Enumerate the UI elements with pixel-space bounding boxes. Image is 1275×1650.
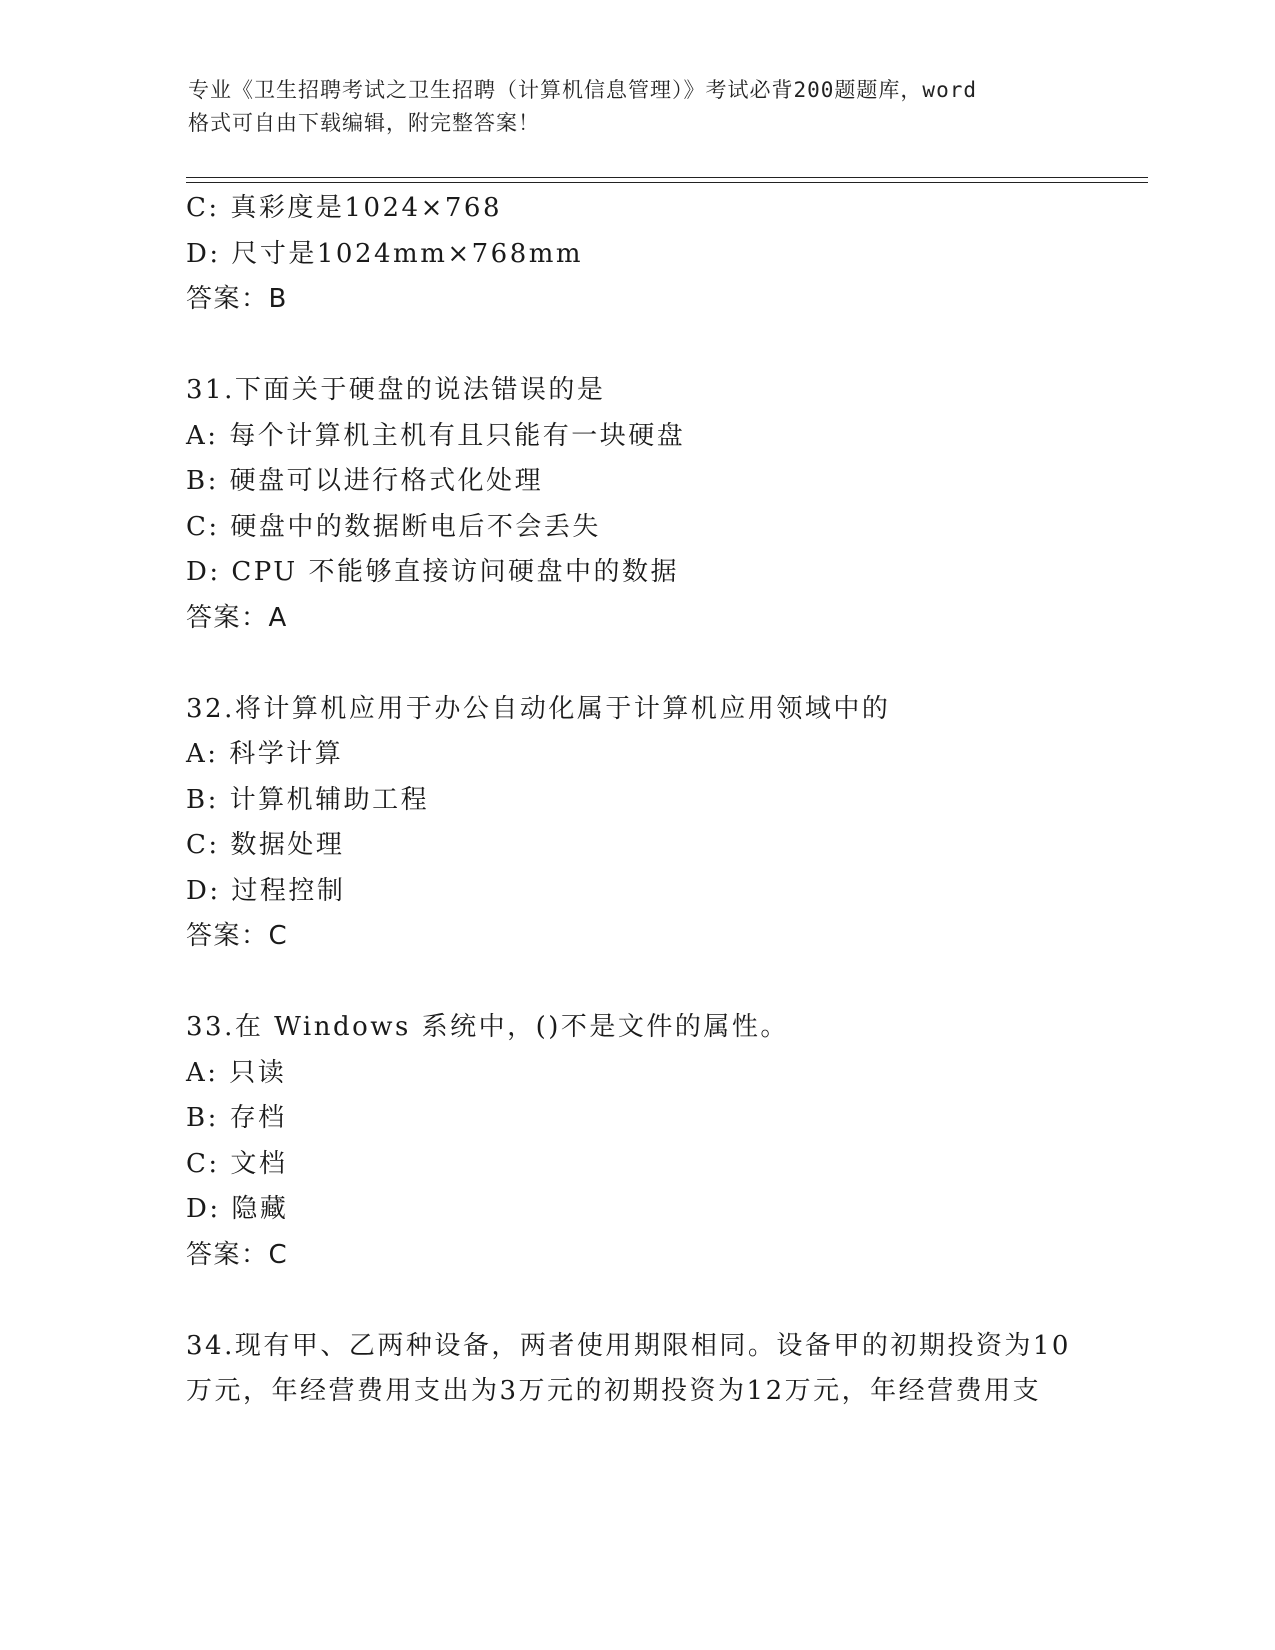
option-a: A: 科学计算 (186, 739, 344, 769)
header-divider (186, 177, 1148, 178)
header-line: 专业《卫生招聘考试之卫生招聘（计算机信息管理）》考试必背200题题库，word (188, 78, 977, 102)
option-d: D: CPU 不能够直接访问硬盘中的数据 (186, 557, 679, 587)
question-list (186, 186, 1086, 1415)
question-stem: 31.下面关于硬盘的说法错误的是 (186, 375, 606, 405)
answer: 答案：C (186, 921, 289, 951)
option-d: D: 过程控制 (186, 875, 346, 906)
option-b: B: 硬盘可以进行格式化处理 (186, 466, 544, 496)
option-a: A: 只读 (186, 1057, 287, 1088)
question-block (186, 687, 1086, 960)
option-d: D: 隐藏 (186, 1194, 289, 1224)
option-b: B: 计算机辅助工程 (186, 784, 430, 815)
header-divider (186, 182, 1148, 183)
document-header (188, 74, 1088, 140)
option-c: C: 文档 (186, 1148, 288, 1179)
option-c: C: 硬盘中的数据断电后不会丢失 (186, 511, 601, 542)
answer: 答案：C (186, 1239, 289, 1270)
question-stem: 34.现有甲、乙两种设备，两者使用期限相同。设备甲的初期投资为10 (186, 1330, 1071, 1361)
option-c: C: 数据处理 (186, 830, 345, 860)
question-stem: 万元，年经营费用支出为3万元的初期投资为12万元，年经营费用支 (186, 1376, 1042, 1406)
answer: 答案：A (186, 602, 288, 633)
question-block (186, 1324, 1086, 1415)
option-a: A: 每个计算机主机有且只能有一块硬盘 (186, 420, 686, 451)
option-d: D: 尺寸是1024mm×768mm (186, 238, 584, 269)
question-block (186, 1005, 1086, 1278)
question-stem: 32.将计算机应用于办公自动化属于计算机应用领域中的 (186, 693, 891, 724)
answer: 答案：B (186, 284, 288, 314)
option-c: C: 真彩度是1024×768 (186, 193, 502, 223)
question-stem: 33.在 Windows 系统中，()不是文件的属性。 (186, 1012, 789, 1042)
header-line: 格式可自由下载编辑，附完整答案！ (188, 111, 540, 135)
option-b: B: 存档 (186, 1103, 287, 1133)
question-block (186, 368, 1086, 641)
question-block (186, 186, 1086, 323)
